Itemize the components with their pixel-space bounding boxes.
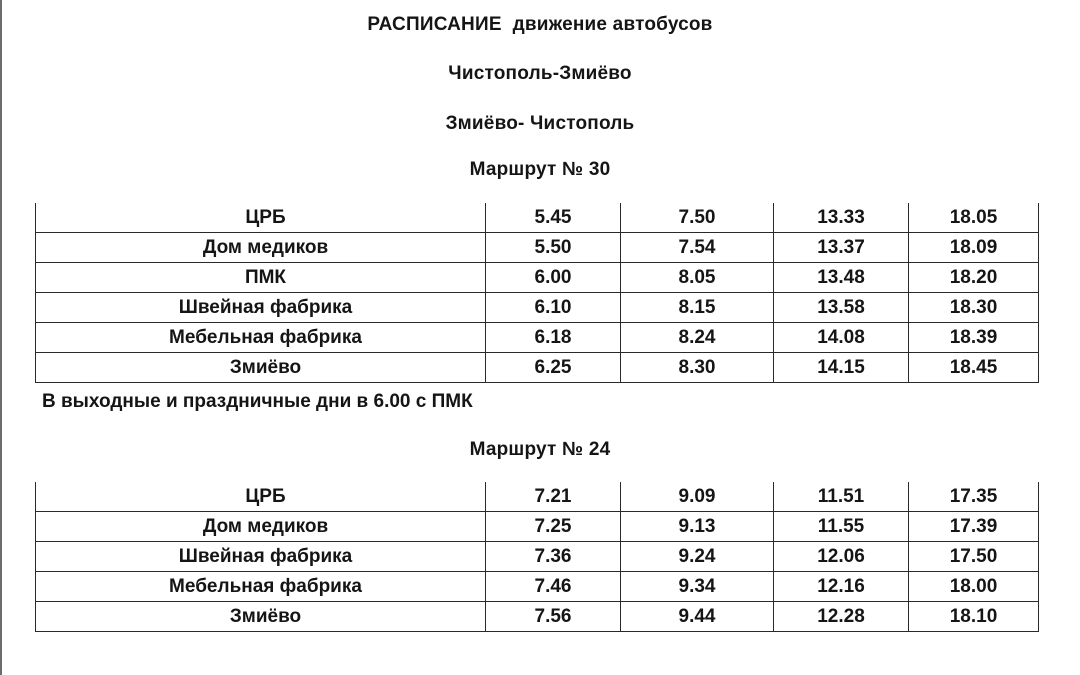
departure-time: 18.39: [909, 323, 1039, 353]
departure-time: 18.45: [909, 353, 1039, 383]
departure-time: 6.18: [486, 323, 621, 353]
stop-name: Швейная фабрика: [36, 293, 486, 323]
page-title: РАСПИСАНИЕ движение автобусов: [367, 14, 713, 35]
departure-time: 7.25: [486, 512, 621, 542]
departure-time: 8.30: [621, 353, 774, 383]
departure-time: 9.34: [621, 572, 774, 602]
departure-time: 7.36: [486, 542, 621, 572]
page-edge-line: [0, 0, 2, 675]
departure-time: 13.48: [774, 263, 909, 293]
stop-name: Змиёво: [36, 353, 486, 383]
route-forward-title: Чистополь-Змиёво: [448, 63, 632, 84]
table-row: [36, 353, 1039, 383]
departure-time: 18.05: [909, 203, 1039, 233]
route-24-heading: Маршрут № 24: [469, 439, 611, 460]
stop-name: Дом медиков: [36, 512, 486, 542]
stop-name: ЦРБ: [36, 482, 486, 512]
departure-time: 11.51: [774, 482, 909, 512]
stop-name: Змиёво: [36, 602, 486, 632]
departure-time: 9.13: [621, 512, 774, 542]
route-back-title: Змиёво- Чистополь: [445, 113, 635, 134]
table-row: [36, 203, 1039, 233]
departure-time: 12.16: [774, 572, 909, 602]
departure-time: 18.20: [909, 263, 1039, 293]
stop-name: Мебельная фабрика: [36, 323, 486, 353]
stop-name: Мебельная фабрика: [36, 572, 486, 602]
departure-time: 12.06: [774, 542, 909, 572]
departure-time: 13.58: [774, 293, 909, 323]
departure-time: 6.10: [486, 293, 621, 323]
departure-time: 6.00: [486, 263, 621, 293]
departure-time: 9.44: [621, 602, 774, 632]
stop-name: Швейная фабрика: [36, 542, 486, 572]
weekend-note: В выходные и праздничные дни в 6.00 с ПМК: [42, 391, 473, 412]
departure-time: 13.33: [774, 203, 909, 233]
departure-time: 17.35: [909, 482, 1039, 512]
departure-time: 17.39: [909, 512, 1039, 542]
table-row: [36, 323, 1039, 353]
departure-time: 18.00: [909, 572, 1039, 602]
departure-time: 6.25: [486, 353, 621, 383]
table-row: [36, 512, 1039, 542]
departure-time: 7.56: [486, 602, 621, 632]
departure-time: 14.15: [774, 353, 909, 383]
departure-time: 7.46: [486, 572, 621, 602]
departure-time: 7.50: [621, 203, 774, 233]
departure-time: 18.09: [909, 233, 1039, 263]
departure-time: 18.10: [909, 602, 1039, 632]
departure-time: 14.08: [774, 323, 909, 353]
route-30-heading: Маршрут № 30: [469, 159, 611, 180]
departure-time: 12.28: [774, 602, 909, 632]
departure-time: 7.54: [621, 233, 774, 263]
departure-time: 13.37: [774, 233, 909, 263]
table-row: [36, 542, 1039, 572]
departure-time: 7.21: [486, 482, 621, 512]
table-row: [36, 602, 1039, 632]
route-24-table: [35, 482, 1039, 632]
departure-time: 9.24: [621, 542, 774, 572]
departure-time: 5.50: [486, 233, 621, 263]
stop-name: ЦРБ: [36, 203, 486, 233]
departure-time: 8.15: [621, 293, 774, 323]
departure-time: 9.09: [621, 482, 774, 512]
departure-time: 8.05: [621, 263, 774, 293]
stop-name: ПМК: [36, 263, 486, 293]
departure-time: 18.30: [909, 293, 1039, 323]
table-row: [36, 263, 1039, 293]
departure-time: 5.45: [486, 203, 621, 233]
table-row: [36, 293, 1039, 323]
departure-time: 11.55: [774, 512, 909, 542]
departure-time: 8.24: [621, 323, 774, 353]
stop-name: Дом медиков: [36, 233, 486, 263]
table-row: [36, 482, 1039, 512]
table-row: [36, 233, 1039, 263]
route-30-table: [35, 203, 1039, 383]
departure-time: 17.50: [909, 542, 1039, 572]
table-row: [36, 572, 1039, 602]
